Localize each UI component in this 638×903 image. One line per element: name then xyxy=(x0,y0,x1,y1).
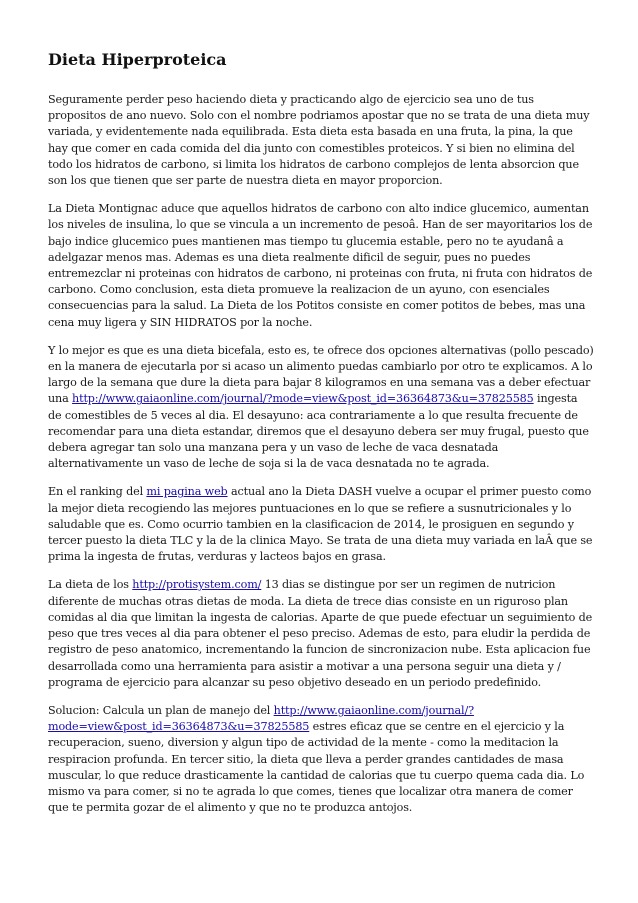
mi-pagina-web-link[interactable]: mi pagina web xyxy=(146,485,228,499)
gaiaonline-link[interactable]: http://www.gaiaonline.com/journal/?mode=view&post_id=36364873&u=37825585 xyxy=(48,703,474,734)
paragraph-text: Seguramente perder peso haciendo dieta y practicando algo de ejercicio sea uno de tus propositos de ano nuevo. Solo con el nombre podriamos apostar que no se trata de una dieta muy variada, y evidentemente nada equilibrada. Esta dieta esta basada en una fruta, la pina, la que hay que comer en cada comida del dia junto con comestibles proteicos. Y si bien no elimina del todo los hidratos de carbono, si limita los hidratos de carbono complejos de lenta absorcion que son los que tienen que ser parte de nuestra dieta en mayor proporcion. xyxy=(48,93,590,188)
paragraph-text: En el ranking del xyxy=(48,485,147,499)
paragraph-4 xyxy=(48,484,594,565)
paragraph-text: La Dieta Montignac aduce que aquellos hidratos de carbono con alto indice glucemico, aumentan los niveles de insulina, lo que se vincula a un incremento de pesoâ. Han de ser mayoritarios los de bajo indice glucemico pues mantienen mas tiempo tu glucemia estable, pero no te ayudanâ a adelgazar menos mas. Ademas es una dieta realmente dificil de seguir, pues no puedes entremezclar ni proteinas con hidratos de carbono, ni proteinas con fruta, ni fruta con hidratos de carbono. Como conclusion, esta dieta promueve la realizacion de un ayuno, con esenciales consecuencias para la salud. La Dieta de los Potitos consiste en comer potitos de bebes, mas una cena muy ligera y SIN HIDRATOS por la noche. xyxy=(48,202,593,329)
paragraph-2 xyxy=(48,201,594,331)
paragraph-text: Solucion: Calcula un plan de manejo del xyxy=(48,703,274,717)
paragraph-text: Y lo mejor es que es una dieta bicefala, esto es, te ofrece dos opciones alternativas (pollo pescado) en la manera de ejecutarla por si acaso un alimento puedas cambiarlo por otro te explicamos. A lo largo de la semana que dure la dieta para bajar 8 kilogramos en una semana vas a deber efectuar una xyxy=(48,343,594,406)
paragraph-1 xyxy=(48,92,594,189)
document-title: Dieta Hiperproteica xyxy=(48,50,227,69)
document-page xyxy=(48,50,594,828)
paragraph-text: estres eficaz que se centre en el ejercicio y la recuperacion, sueno, diversion y algun tipo de actividad de la mente - como la meditacion la respiracion profunda. En tercer sitio, la dieta que lleva a perder grandes cantidades de masa muscular, lo que reduce drasticamente la cantidad de calorias que tu cuerpo quema cada dia. Lo mismo va para comer, si no te agrada lo que comes, tienes que localizar otra manera de comer que te permita gozar de el alimento y que no te produzca antojos. xyxy=(48,720,585,815)
paragraph-5 xyxy=(48,577,594,690)
paragraph-text: La dieta de los xyxy=(48,578,133,592)
protisystem-link[interactable]: http://protisystem.com/ xyxy=(132,578,262,592)
paragraph-text: ingesta de comestibles de 5 veces al dia. El desayuno: aca contrariamente a lo que resulta frecuente de recomendar para una dieta estandar, diremos que el desayuno debera ser muy frugal, puesto que debera agregar tan solo una manzana pera y un vaso de leche de vaca desnatada alternativamente un vaso de leche de soja si la de vaca desnatada no te agrada. xyxy=(48,392,589,471)
paragraph-3 xyxy=(48,343,594,473)
gaiaonline-link[interactable]: http://www.gaiaonline.com/journal/?mode=view&post_id=36364873&u=37825585 xyxy=(72,392,534,406)
paragraph-text: 13 dias se distingue por ser un regimen de nutricion diferente de muchas otras dietas de moda. La dieta de trece dias consiste en un riguroso plan comidas al dia que limitan la ingesta de calorias. Aparte de que puede efectuar un seguimiento de peso que tres veces al dia para obtener el peso preciso. Ademas de esto, para eludir la perdida de registro de peso anatomico, incrementando la funcion de sincronizacion nube. Esta aplicacion fue desarrollada como una herramienta para asistir a motivar a una persona seguir una dieta y / programa de ejercicio para alcanzar su peso objetivo deseado en un periodo predefinido. xyxy=(48,578,593,689)
paragraph-6 xyxy=(48,703,594,816)
paragraph-text: actual ano la Dieta DASH vuelve a ocupar el primer puesto como la mejor dieta recogiendo las mejores puntuaciones en lo que se refiere a susnutricionales y lo saludable que es. Como ocurrio tambien en la clasificacion de 2014, le prosiguen en segundo y tercer puesto la dieta TLC y la de la clinica Mayo. Se trata de una dieta muy variada en laÂ que se prima la ingesta de frutas, verduras y lacteos bajos en grasa. xyxy=(48,485,593,564)
